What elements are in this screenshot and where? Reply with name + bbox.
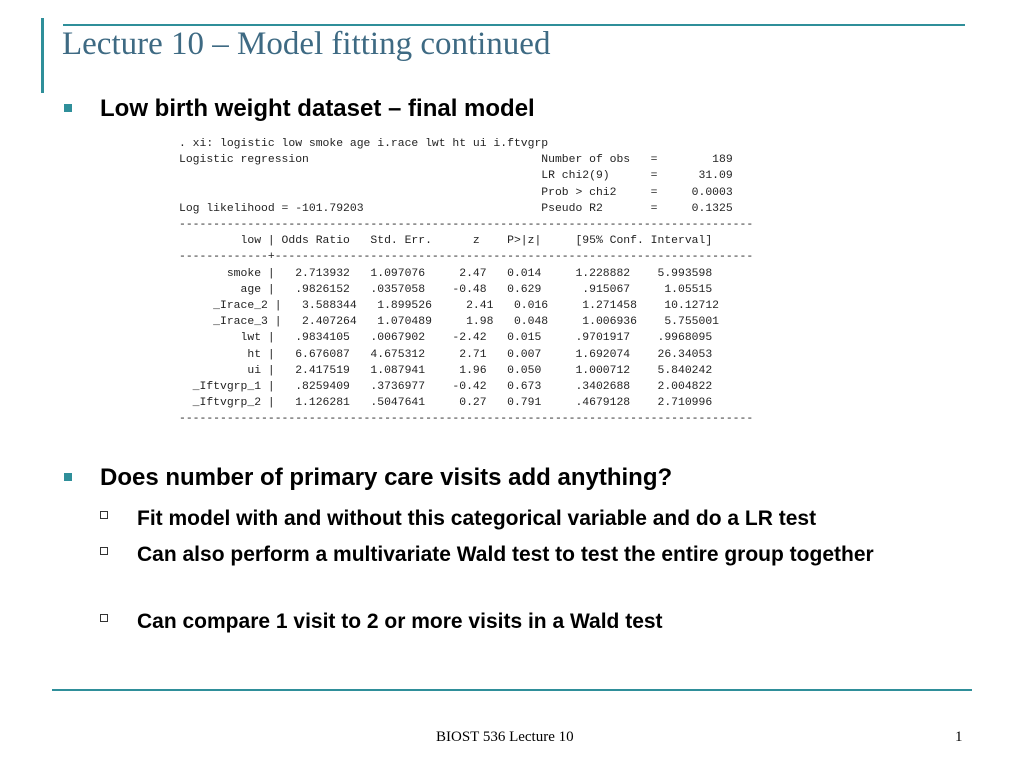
title-frame-vertical-line (41, 18, 44, 93)
sub-bullet-text: Can compare 1 visit to 2 or more visits in a Wald test (137, 610, 663, 633)
hollow-square-bullet-icon (100, 547, 108, 555)
bullet-text: Low birth weight dataset – final model (100, 95, 535, 122)
sub-bullet-text: Fit model with and without this categorical variable and do a LR test (137, 507, 817, 530)
sub-bullet-text: Can also perform a multivariate Wald test to test the entire group together (137, 543, 874, 566)
square-bullet-icon (64, 104, 72, 112)
footer-divider (52, 689, 972, 691)
page-number: 1 (955, 729, 963, 745)
stata-regression-output: . xi: logistic low smoke age i.race lwt ht ui i.ftvgrp Logistic regression Number of obs = 189 LR chi2(9) = 31.09 Prob > chi2 = 0.0003 Log likelihood = -101.79203 Pseudo R2 = 0.1325 ------------------------------------------------------------------------------------ low | Odds Ratio Std. Err. z P>|z| [95% Conf. Interval] -------------+---------------------------------------------------------------------- smoke | 2.713932 1.097076 2.47 0.014 1.228882 5.993598 age | .9826152 .0357058 -0.48 0.629 .915067 1.05515 _Irace_2 | 3.588344 1.899526 2.41 0.016 1.271458 10.12712 _Irace_3 | 2.407264 1.070489 1.98 0.048 1.006936 5.755001 lwt | .9834105 .0067902 -2.42 0.015 .9701917 .9968095 ht | 6.676087 4.675312 2.71 0.007 1.692074 26.34053 ui | 2.417519 1.087941 1.96 0.050 1.000712 5.840242 _Iftvgrp_1 | .8259409 .3736977 -0.42 0.673 .3402688 2.004822 _Iftvgrp_2 | 1.126281 .5047641 0.27 0.791 .4679128 2.710996 ------------------------------------------------------------------------------------ (179, 138, 754, 426)
bullet-text: Does number of primary care visits add anything? (100, 464, 673, 491)
footer-title: BIOST 536 Lecture 10 (436, 729, 574, 745)
hollow-square-bullet-icon (100, 511, 108, 519)
square-bullet-icon (64, 473, 72, 481)
slide-title: Lecture 10 – Model fitting continued (62, 26, 551, 62)
hollow-square-bullet-icon (100, 614, 108, 622)
